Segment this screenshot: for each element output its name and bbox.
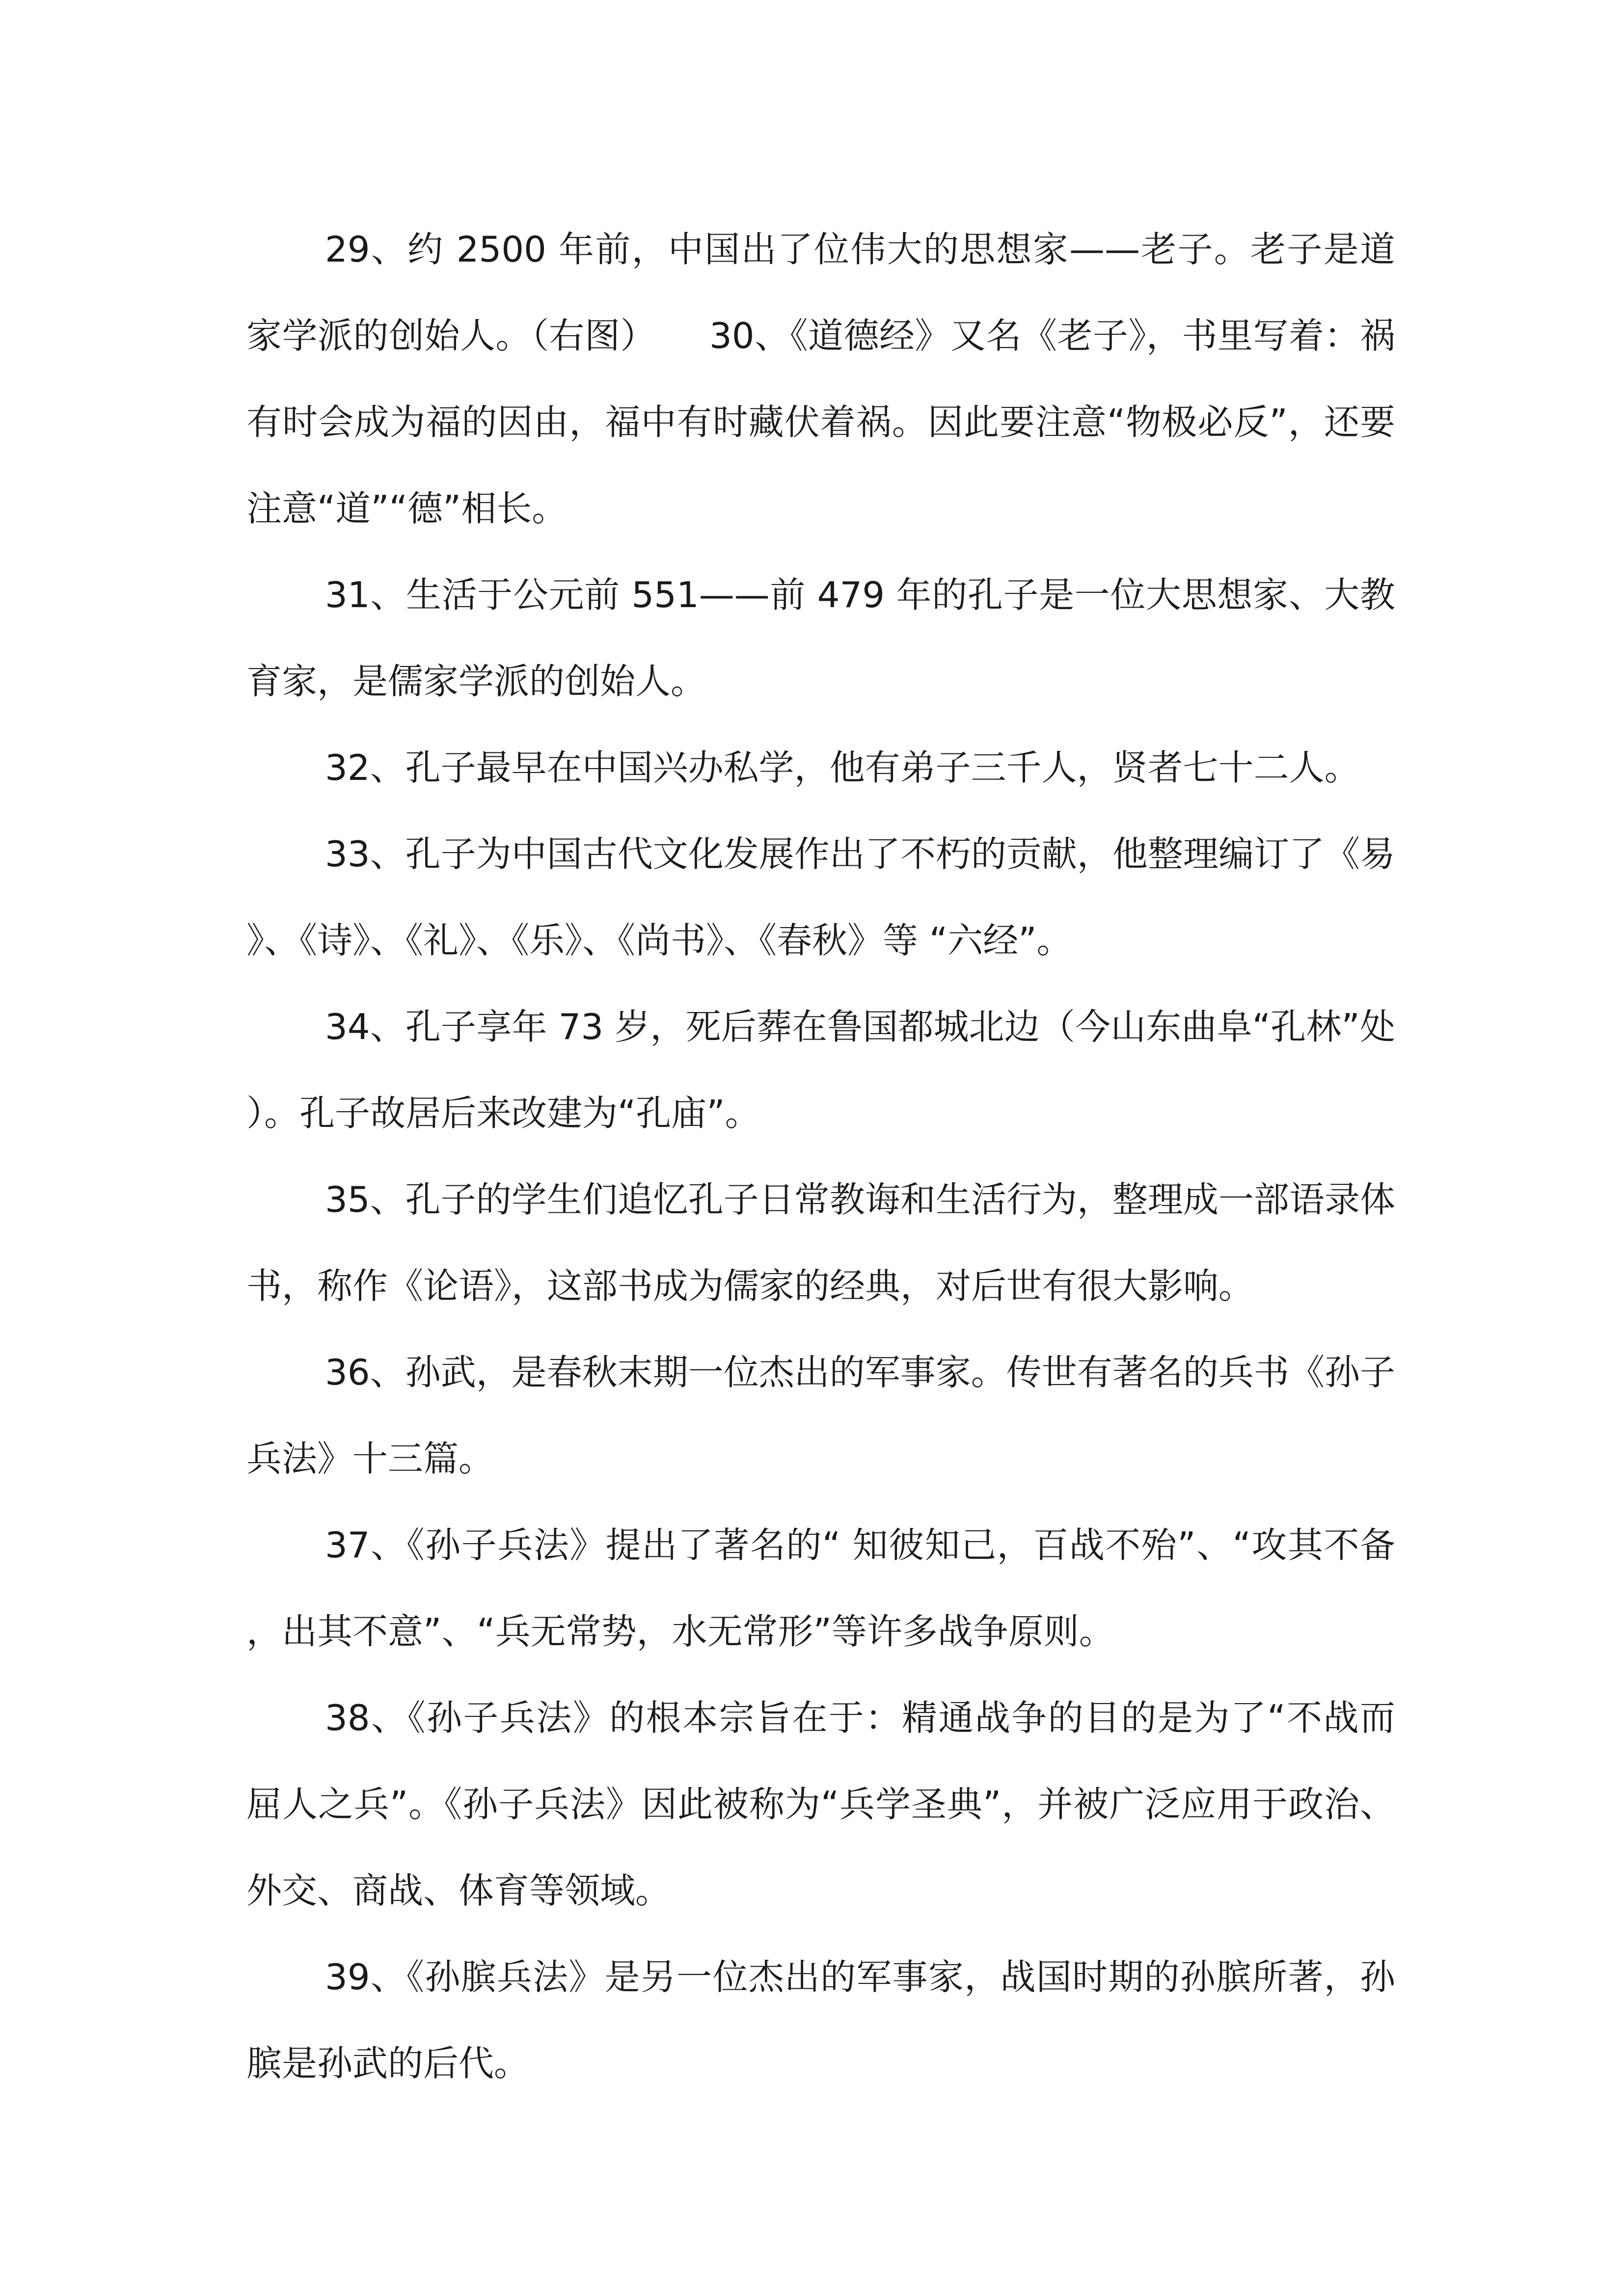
paragraph-37: 37、《孙子兵法》提出了著名的“ 知彼知己，百战不殆”、“攻其不备，出其不意”、“兵无常势，水无常形”等许多战争原则。 — [246, 1524, 1395, 1652]
paragraph-35: 35、孔子的学生们追忆孔子日常教诲和生活行为，整理成一部语录体书，称作《论语》，这部书成为儒家的经典，对后世有很大影响。 — [246, 1179, 1395, 1307]
paragraph-32: 32、孔子最早在中国兴办私学，他有弟子三千人，贤者七十二人。 — [325, 747, 1360, 788]
paragraph-29-30: 29、约 2500 年前，中国出了位伟大的思想家——老子。老子是道家学派的创始人。（右图） 30、《道德经》又名《老子》，书里写着：祸有时会成为福的因由，福中有时藏伏着祸。因此要注意“物极必反”，还要注意“道”“德”相长。 — [246, 229, 1395, 529]
paragraph-38: 38、《孙子兵法》的根本宗旨在于：精通战争的目的是为了“不战而屈人之兵”。《孙子兵法》因此被称为“兵学圣典”，并被广泛应用于政治、外交、商战、体育等领域。 — [246, 1697, 1395, 1911]
paragraph-36: 36、孙武，是春秋末期一位杰出的军事家。传世有著名的兵书《孙子兵法》十三篇。 — [246, 1352, 1395, 1479]
paragraph-39: 39、《孙膑兵法》是另一位杰出的军事家，战国时期的孙膑所著，孙膑是孙武的后代。 — [246, 1956, 1395, 2084]
document-body — [246, 206, 1395, 2107]
paragraph-33: 33、孔子为中国古代文化发展作出了不朽的贡献，他整理编订了《易》、《诗》、《礼》、《乐》、《尚书》、《春秋》等 “六经”。 — [246, 833, 1395, 961]
paragraph-31: 31、生活于公元前 551——前 479 年的孔子是一位大思想家、大教育家，是儒家学派的创始人。 — [246, 574, 1395, 702]
paragraph-34: 34、孔子享年 73 岁，死后葬在鲁国都城北边（今山东曲阜“孔林”处）。孔子故居后来改建为“孔庙”。 — [246, 1006, 1395, 1134]
